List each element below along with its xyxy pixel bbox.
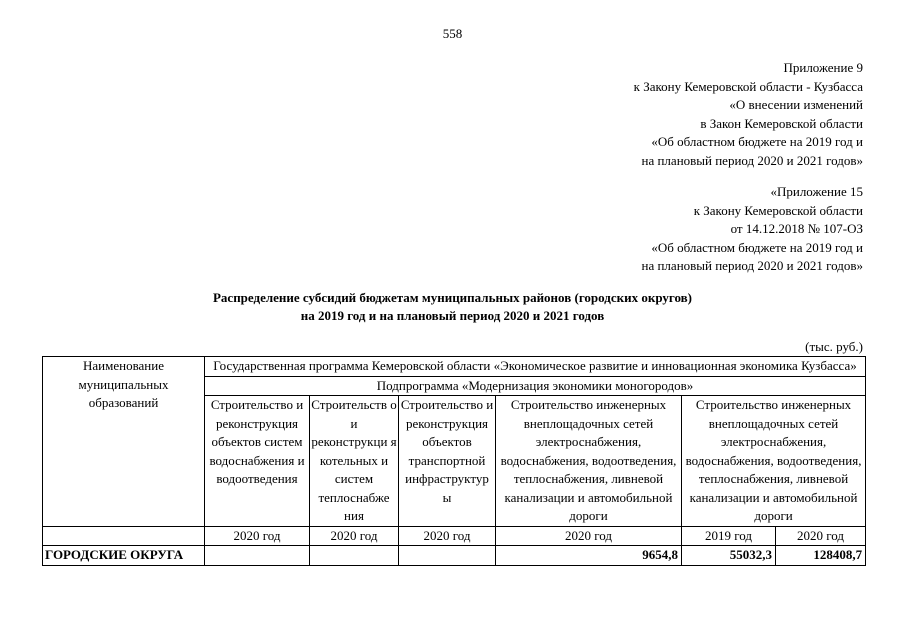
value-cell: 9654,8 bbox=[496, 546, 682, 566]
appendix-15-header bbox=[642, 183, 864, 276]
appendix-9-line: к Закону Кемеровской области - Кузбасса bbox=[633, 78, 863, 94]
empty-cell bbox=[43, 526, 205, 546]
column-header: Строительство инженерных внеплощадочных сетей электроснабжения, водоснабжения, водоотведения, теплоснабжения, ливневой канализации и автомобильной дороги bbox=[682, 396, 866, 527]
value-cell bbox=[399, 546, 496, 566]
appendix-15-line: «Об областном бюджете на 2019 год и bbox=[651, 239, 863, 255]
year-row bbox=[43, 526, 866, 546]
state-program-header: Государственная программа Кемеровской области «Экономическое развитие и инновационная экономика Кузбасса» bbox=[205, 357, 866, 377]
document-title-line-2: на 2019 год и на плановый период 2020 и 2021 годов bbox=[300, 308, 605, 323]
value-cell: 128408,7 bbox=[776, 546, 866, 566]
appendix-15-line: «Приложение 15 bbox=[770, 184, 863, 199]
appendix-9-line: в Закон Кемеровской области bbox=[700, 115, 863, 131]
appendix-9-header bbox=[634, 59, 863, 170]
column-header: Строительство и реконструкция объектов систем водоснабжения и водоотведения bbox=[205, 396, 310, 527]
row-name: ГОРОДСКИЕ ОКРУГА bbox=[43, 546, 205, 566]
value-cell bbox=[310, 546, 399, 566]
appendix-9-line: Приложение 9 bbox=[783, 60, 863, 75]
subprogram-header: Подпрограмма «Модернизация экономики моногородов» bbox=[205, 376, 866, 396]
year-cell: 2020 год bbox=[399, 526, 496, 546]
page-number: 558 bbox=[442, 26, 463, 41]
value-cell: 55032,3 bbox=[682, 546, 776, 566]
subsidies-table bbox=[42, 356, 866, 566]
year-cell: 2020 год bbox=[205, 526, 310, 546]
units-label: (тыс. руб.) bbox=[805, 339, 863, 354]
value-cell bbox=[205, 546, 310, 566]
column-header: Строительств о и реконструкци я котельных и систем теплоснабже ния bbox=[310, 396, 399, 527]
appendix-9-line: «Об областном бюджете на 2019 год и bbox=[651, 134, 863, 149]
year-cell: 2020 год bbox=[310, 526, 399, 546]
appendix-15-line: к Закону Кемеровской области bbox=[693, 202, 863, 218]
year-cell: 2020 год bbox=[776, 526, 866, 546]
document-title-line-1: Распределение субсидий бюджетам муниципальных районов (городских округов) bbox=[212, 290, 692, 305]
appendix-15-line: на плановый период 2020 и 2021 годов» bbox=[641, 258, 863, 273]
year-cell: 2019 год bbox=[682, 526, 776, 546]
table-row bbox=[43, 546, 866, 566]
document-title bbox=[0, 289, 905, 325]
table-header-row bbox=[43, 357, 866, 377]
appendix-9-line: на плановый период 2020 и 2021 годов» bbox=[641, 152, 863, 168]
column-header: Строительство и реконструкция объектов транспортной инфраструктур ы bbox=[399, 396, 496, 527]
year-cell: 2020 год bbox=[496, 526, 682, 546]
municipality-name-header: Наименование муниципальных образований bbox=[43, 357, 205, 527]
appendix-15-line: от 14.12.2018 № 107-ОЗ bbox=[730, 221, 863, 236]
appendix-9-line: «О внесении изменений bbox=[729, 97, 863, 112]
column-header: Строительство инженерных внеплощадочных сетей электроснабжения, водоснабжения, водоотведения, теплоснабжения, ливневой канализации и автомобильной дороги bbox=[496, 396, 682, 527]
